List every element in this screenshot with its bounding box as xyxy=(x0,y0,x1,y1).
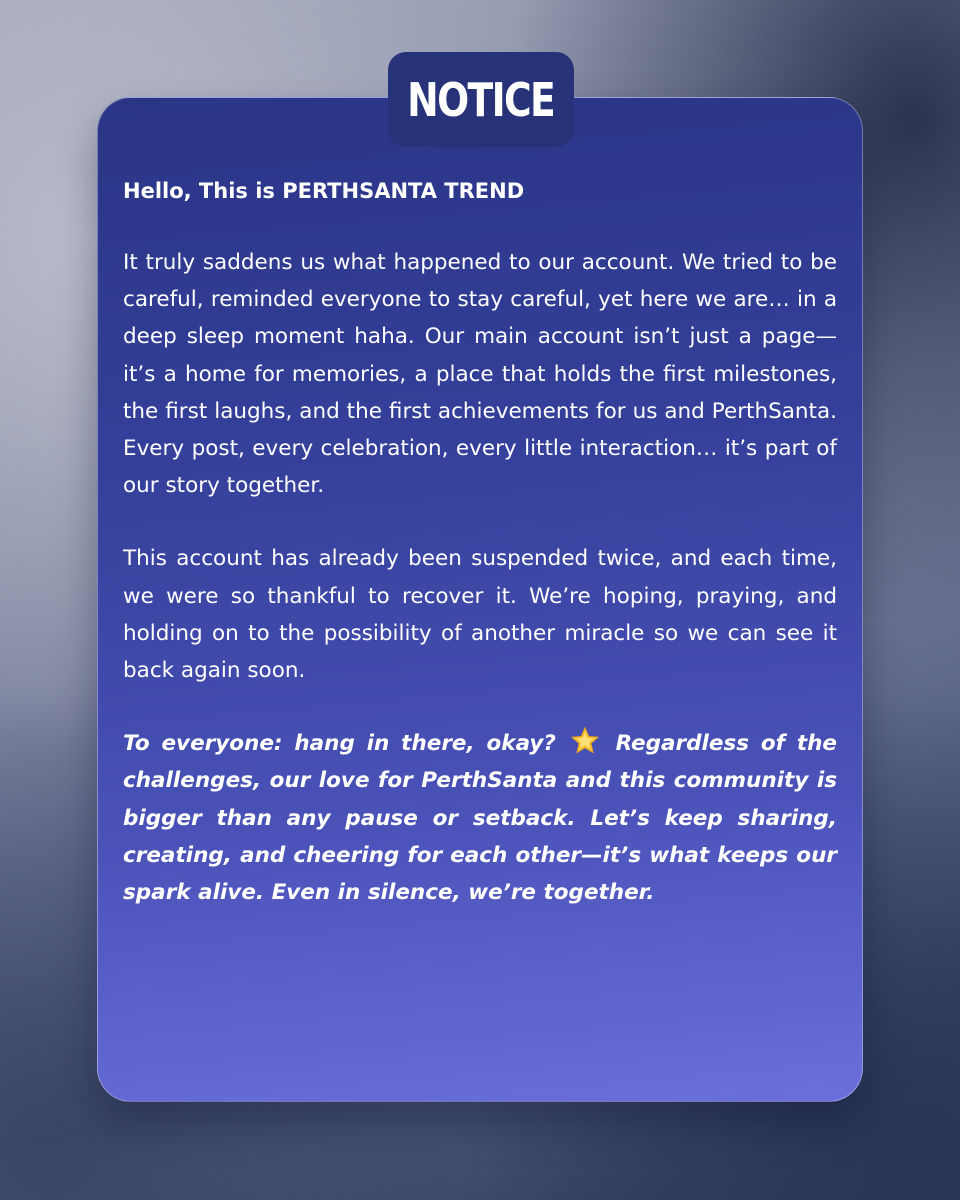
greeting-heading: Hello, This is PERTHSANTA TREND xyxy=(123,179,525,203)
notice-badge xyxy=(388,52,574,147)
notice-card xyxy=(97,97,863,1102)
closing-message xyxy=(123,725,837,911)
paragraph-suspension: This account has already been suspended twice, and each time, we were so thankful to recover it. We’re hoping, praying, and holding on to the possibility of another miracle so we can see it back again soon. xyxy=(123,546,837,684)
closing-text-start: To everyone: hang in there, okay? xyxy=(123,731,556,757)
closing-text-end: Regardless of the challenges, our love for PerthSanta and this community is bigger than any pause or setback. Let’s keep sharing, creating, and cheering for each other—it’s what keeps our spark alive. Even in silence, we’re together. xyxy=(123,731,837,906)
star-icon xyxy=(570,726,600,756)
paragraph-account-memories: It truly saddens us what happened to our account. We tried to be careful, reminded everyone to stay careful, yet here we are… in a deep sleep moment haha. Our main account isn’t just a page—it’s a home for memories, a place that holds the first milestones, the first laughs, and the first achievements for us and PerthSanta. Every post, every celebration, every little interaction… it’s part of our story together. xyxy=(123,250,837,499)
notice-title: NOTICE xyxy=(407,72,555,127)
